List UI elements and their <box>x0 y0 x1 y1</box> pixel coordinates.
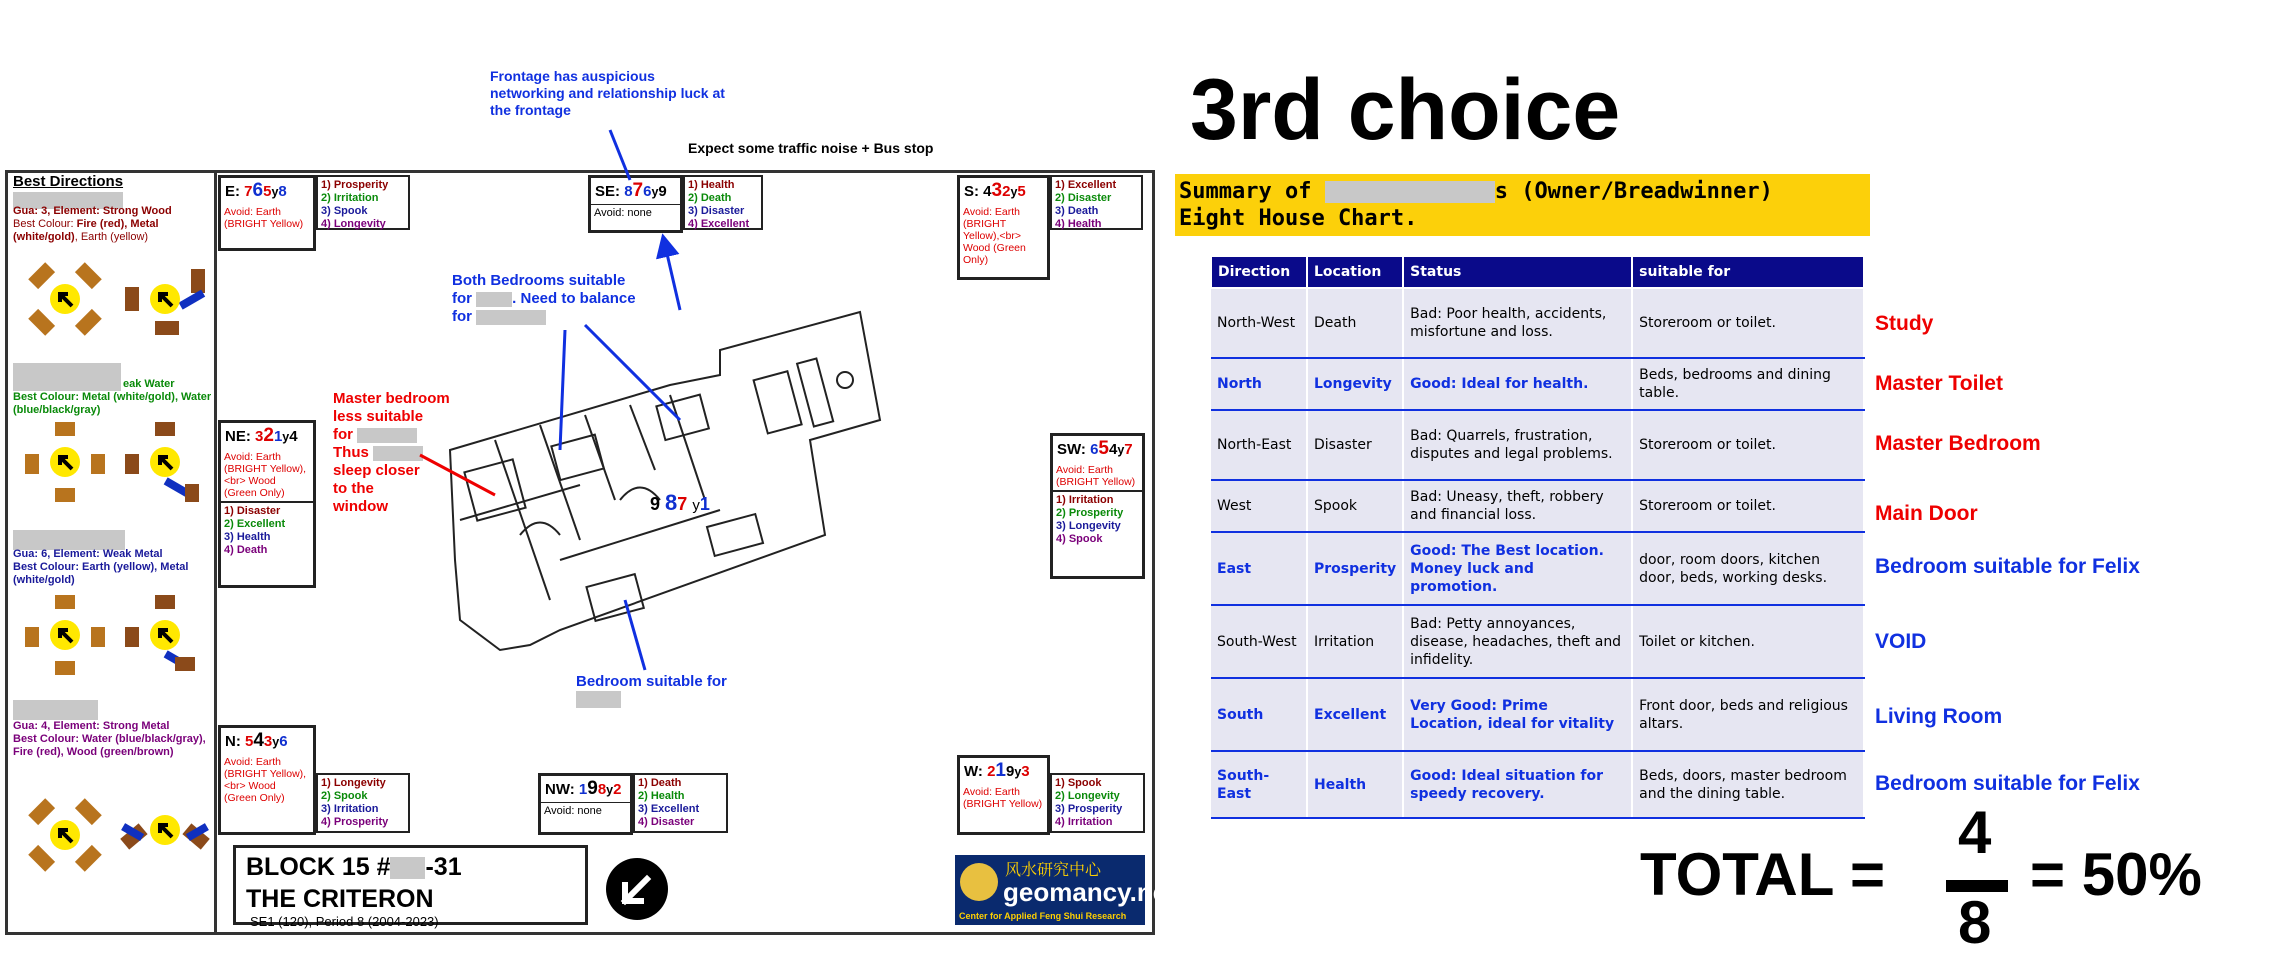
direction-list-n: 1) Longevity 2) Spook 3) Irritation 4) Prosperity <box>316 773 410 833</box>
room-note: Study <box>1875 312 1934 335</box>
cell-direction: West <box>1211 480 1307 532</box>
cell-location: Longevity <box>1307 358 1403 410</box>
direction-box-se: SE: 876y9 Avoid: none <box>588 175 683 233</box>
cell-suitable: Front door, beds and religious altars. <box>1632 678 1864 751</box>
cell-location: Spook <box>1307 480 1403 532</box>
table-row <box>1211 358 1864 410</box>
cell-direction: South-West <box>1211 605 1307 678</box>
eight-house-table <box>1210 255 1865 819</box>
cell-status: Bad: Poor health, accidents, misfortune and loss. <box>1403 288 1632 358</box>
table-row <box>1211 480 1864 532</box>
cell-direction: South-East <box>1211 751 1307 818</box>
direction-list-se: 1) Health 2) Death 3) Disaster 4) Excellent <box>683 175 763 230</box>
cell-status: Good: Ideal for health. <box>1403 358 1632 410</box>
compass-arrow-icon <box>605 857 669 921</box>
table-row <box>1211 410 1864 480</box>
room-note: VOID <box>1875 630 1927 653</box>
cell-status: Bad: Quarrels, frustration, disputes and legal problems. <box>1403 410 1632 480</box>
traffic-note: Expect some traffic noise + Bus stop <box>688 140 934 156</box>
col-suitable: suitable for <box>1632 256 1864 288</box>
bedroom-suitable-note: Bedroom suitable for <box>576 673 776 713</box>
cell-suitable: Beds, doors, master bedroom and the dining table. <box>1632 751 1864 818</box>
cell-status: Good: Ideal situation for speedy recovery. <box>1403 751 1632 818</box>
cell-location: Death <box>1307 288 1403 358</box>
profile-2-text: eak Water Best Colour: Metal (white/gold), Water (blue/black/gray) <box>13 378 212 416</box>
cell-location: Health <box>1307 751 1403 818</box>
cell-status: Bad: Petty annoyances, disease, headaches, theft and infidelity. <box>1403 605 1632 678</box>
direction-list-nw: 1) Death 2) Health 3) Excellent 4) Disaster <box>633 773 728 833</box>
summary-banner: Summary of s (Owner/Breadwinner) Eight House Chart. <box>1175 174 1870 236</box>
profile-3-text: Gua: 6, Element: Weak Metal Best Colour: Earth (yellow), Metal (white/gold) <box>13 548 189 586</box>
col-direction: Direction <box>1211 256 1307 288</box>
frontage-note: Frontage has auspicious networking and relationship luck at the frontage <box>490 68 725 118</box>
yin-yang-icon <box>960 863 998 901</box>
direction-box-w: W: 219y3 Avoid: Earth (BRIGHT Yellow) <box>957 755 1050 835</box>
cell-direction: South <box>1211 678 1307 751</box>
direction-box-s: S: 432y5 Avoid: Earth (BRIGHT Yellow),<br> Wood (Green Only) <box>957 175 1050 280</box>
cell-suitable: door, room doors, kitchen door, beds, working desks. <box>1632 532 1864 605</box>
direction-box-n: N: 543y6 Avoid: Earth (BRIGHT Yellow),<br> Wood (Green Only) <box>218 725 316 835</box>
col-status: Status <box>1403 256 1632 288</box>
geomancy-logo: 风水研究中心 geomancy.net Center for Applied Feng Shui Research <box>955 855 1145 925</box>
sidebar-title: Best Directions <box>13 173 124 190</box>
table-row <box>1211 288 1864 358</box>
choice-heading: 3rd choice <box>1190 62 1621 158</box>
room-note: Living Room <box>1875 705 2003 728</box>
col-location: Location <box>1307 256 1403 288</box>
direction-box-ne: NE: 321y4 Avoid: Earth (BRIGHT Yellow),<br> Wood (Green Only) 1) Disaster 2) Excellent 3) Health 4) Death <box>218 420 316 588</box>
direction-box-sw: SW: 654y7 Avoid: Earth (BRIGHT Yellow) 1) Irritation 2) Prosperity 3) Longevity 4) Spook <box>1050 433 1145 579</box>
master-bedroom-note: Master bedroom less suitable for Thus sleep closer to the window <box>333 390 450 515</box>
cell-direction: North <box>1211 358 1307 410</box>
cell-suitable: Storeroom or toilet. <box>1632 410 1864 480</box>
cell-direction: North-West <box>1211 288 1307 358</box>
cell-location: Disaster <box>1307 410 1403 480</box>
cell-suitable: Storeroom or toilet. <box>1632 480 1864 532</box>
profile-4-text: Gua: 4, Element: Strong Metal Best Colour: Water (blue/black/gray), Fire (red), Wood (green/brown) <box>13 720 206 758</box>
table-row <box>1211 678 1864 751</box>
table-row <box>1211 751 1864 818</box>
center-stars: 9 87 y1 <box>650 490 710 515</box>
cell-suitable: Storeroom or toilet. <box>1632 288 1864 358</box>
cell-status: Bad: Uneasy, theft, robbery and financial loss. <box>1403 480 1632 532</box>
direction-box-nw: NW: 198y2 Avoid: none <box>538 773 633 835</box>
cell-suitable: Beds, bedrooms and dining table. <box>1632 358 1864 410</box>
room-note: Bedroom suitable for Felix <box>1875 772 2140 795</box>
room-note: Main Door <box>1875 502 1978 525</box>
direction-list-s: 1) Excellent 2) Disaster 3) Death 4) Health <box>1050 175 1143 230</box>
direction-box-e: E: 765y8 Avoid: Earth (BRIGHT Yellow) <box>218 175 316 251</box>
project-name: THE CRITERON <box>246 885 434 913</box>
cell-location: Prosperity <box>1307 532 1403 605</box>
cell-direction: North-East <box>1211 410 1307 480</box>
cell-direction: East <box>1211 532 1307 605</box>
room-note: Bedroom suitable for Felix <box>1875 555 2140 578</box>
cell-location: Irritation <box>1307 605 1403 678</box>
title-box: BLOCK 15 # -31 THE CRITERON SE1 (120), Period 8 (2004-2023) <box>233 845 588 925</box>
table-row <box>1211 532 1864 605</box>
cell-suitable: Toilet or kitchen. <box>1632 605 1864 678</box>
direction-list-w: 1) Spook 2) Longevity 3) Prosperity 4) Irritation <box>1050 773 1145 833</box>
cell-status: Good: The Best location. Money luck and promotion. <box>1403 532 1632 605</box>
table-row <box>1211 605 1864 678</box>
both-bedrooms-note: Both Bedrooms suitable for . Need to balance for <box>452 272 636 325</box>
cell-location: Excellent <box>1307 678 1403 751</box>
profile-1-text: Gua: 3, Element: Strong Wood Best Colour: Fire (red), Metal (white/gold), Earth (yellow) <box>13 205 172 243</box>
direction-symbols-4 <box>20 780 210 880</box>
room-note: Master Bedroom <box>1875 432 2041 455</box>
direction-list-e: 1) Prosperity 2) Irritation 3) Spook 4) Longevity <box>316 175 410 230</box>
annotation-arrows <box>0 0 1160 760</box>
room-note: Master Toilet <box>1875 372 2003 395</box>
cell-status: Very Good: Prime Location, ideal for vitality <box>1403 678 1632 751</box>
